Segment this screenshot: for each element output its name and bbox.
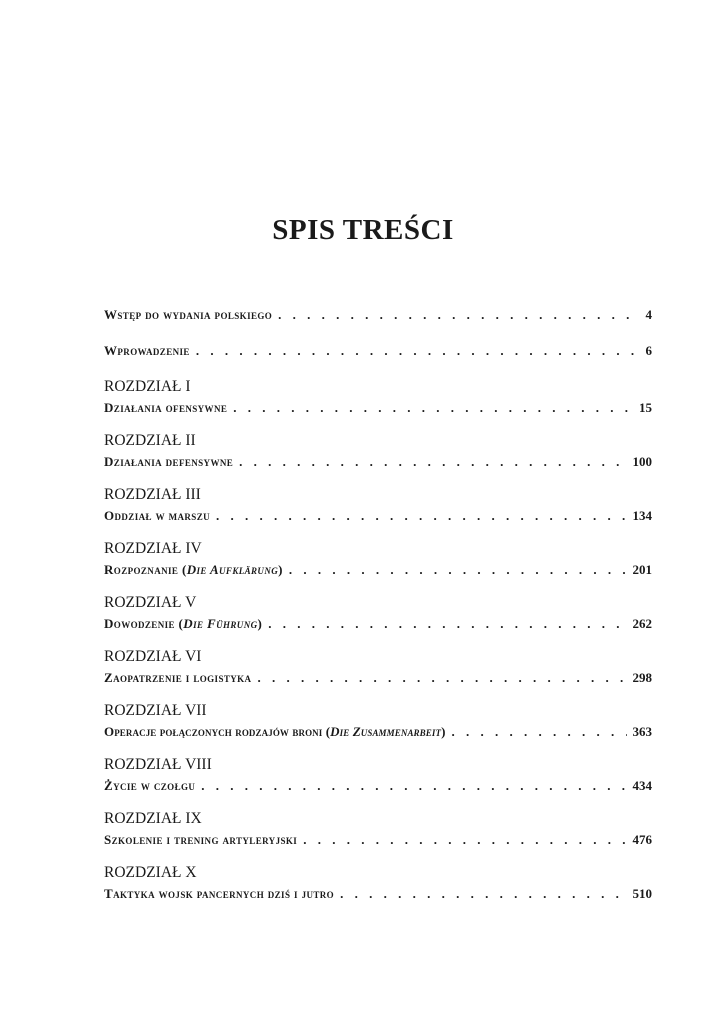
- toc-entry-label-italic: Die Aufklärung: [186, 562, 279, 577]
- chapter-heading: ROZDZIAŁ VI: [104, 648, 202, 665]
- toc-entry-page: 134: [632, 508, 652, 523]
- toc-entry-page: 363: [632, 724, 652, 739]
- toc-entry-label: Zaopatrzenie i logistyka: [104, 670, 252, 685]
- toc-entry-page: 434: [632, 778, 652, 793]
- toc-entry-label: Działania defensywne: [104, 454, 234, 469]
- toc-entry: [104, 613, 652, 635]
- toc-chapter-4: [104, 538, 652, 581]
- leader-dots: [201, 775, 626, 797]
- toc-entry-page: 15: [639, 400, 652, 415]
- toc-entry-label: Wstęp do wydania polskiego: [104, 307, 273, 322]
- chapter-heading: ROZDZIAŁ VII: [104, 702, 207, 719]
- toc-entry-label: Taktyka wojsk pancernych dziś i jutro: [104, 886, 335, 901]
- leader-dots: [196, 340, 640, 362]
- toc-entry: [104, 829, 652, 851]
- toc-entry-label: Wprowadzenie: [104, 343, 190, 358]
- toc-entry-introduction: [104, 340, 652, 362]
- leader-dots: [239, 451, 626, 473]
- toc-entry-label-italic: Die Zusammenarbeit: [330, 724, 442, 739]
- toc-entry-label: Życie w czołgu: [104, 778, 196, 793]
- toc-entry-page: 262: [632, 616, 652, 631]
- leader-dots: [268, 613, 626, 635]
- toc-chapter-10: [104, 862, 652, 905]
- toc-entry-page: 6: [645, 343, 652, 358]
- leader-dots: [289, 559, 627, 581]
- chapter-heading: ROZDZIAŁ I: [104, 378, 191, 395]
- page-title: SPIS TREŚCI: [272, 214, 454, 246]
- toc-entry-page: 298: [632, 670, 652, 685]
- toc-entry: [104, 397, 652, 419]
- toc-entry: [104, 883, 652, 905]
- toc-chapter-6: [104, 646, 652, 689]
- toc-chapter-1: [104, 376, 652, 419]
- toc-entry-page: 100: [632, 454, 652, 469]
- toc-entry-label: Operacje połączonych rodzajów broni (Die Zusammenarbeit): [104, 724, 446, 739]
- toc-entry: [104, 451, 652, 473]
- toc-chapter-3: [104, 484, 652, 527]
- toc-entry: [104, 721, 652, 743]
- toc-entry-label: Dowodzenie (Die Führung): [104, 616, 263, 631]
- toc-chapter-7: [104, 700, 652, 743]
- chapter-heading: ROZDZIAŁ II: [104, 432, 196, 449]
- toc-entry-page: 510: [632, 886, 652, 901]
- chapter-heading: ROZDZIAŁ III: [104, 486, 201, 503]
- chapter-heading: ROZDZIAŁ V: [104, 594, 197, 611]
- toc-entry: [104, 505, 652, 527]
- toc-entry-page: 4: [645, 307, 652, 322]
- toc-entry-intro-polish: [104, 304, 652, 326]
- leader-dots: [278, 304, 639, 326]
- chapter-heading: ROZDZIAŁ IV: [104, 540, 202, 557]
- chapter-heading: ROZDZIAŁ IX: [104, 810, 202, 827]
- toc-entry-label-italic: Die Führung: [183, 616, 258, 631]
- leader-dots: [303, 829, 626, 851]
- chapter-heading: ROZDZIAŁ X: [104, 864, 197, 881]
- toc-chapter-8: [104, 754, 652, 797]
- toc-chapter-2: [104, 430, 652, 473]
- chapter-heading: ROZDZIAŁ VIII: [104, 756, 212, 773]
- toc-entry: [104, 559, 652, 581]
- toc-chapter-9: [104, 808, 652, 851]
- toc-entry-page: 476: [632, 832, 652, 847]
- leader-dots: [452, 721, 627, 743]
- table-of-contents: [104, 304, 652, 905]
- leader-dots: [216, 505, 626, 527]
- toc-entry-label: Szkolenie i trening artyleryjski: [104, 832, 298, 847]
- toc-entry-label: Rozpoznanie (Die Aufklärung): [104, 562, 283, 577]
- leader-dots: [233, 397, 633, 419]
- toc-entry-page: 201: [632, 562, 652, 577]
- leader-dots: [340, 883, 626, 905]
- leader-dots: [257, 667, 626, 689]
- toc-entry: [104, 775, 652, 797]
- toc-entry-label: Działania ofensywne: [104, 400, 228, 415]
- toc-entry: [104, 667, 652, 689]
- toc-entry-label: Oddział w marszu: [104, 508, 211, 523]
- toc-chapter-5: [104, 592, 652, 635]
